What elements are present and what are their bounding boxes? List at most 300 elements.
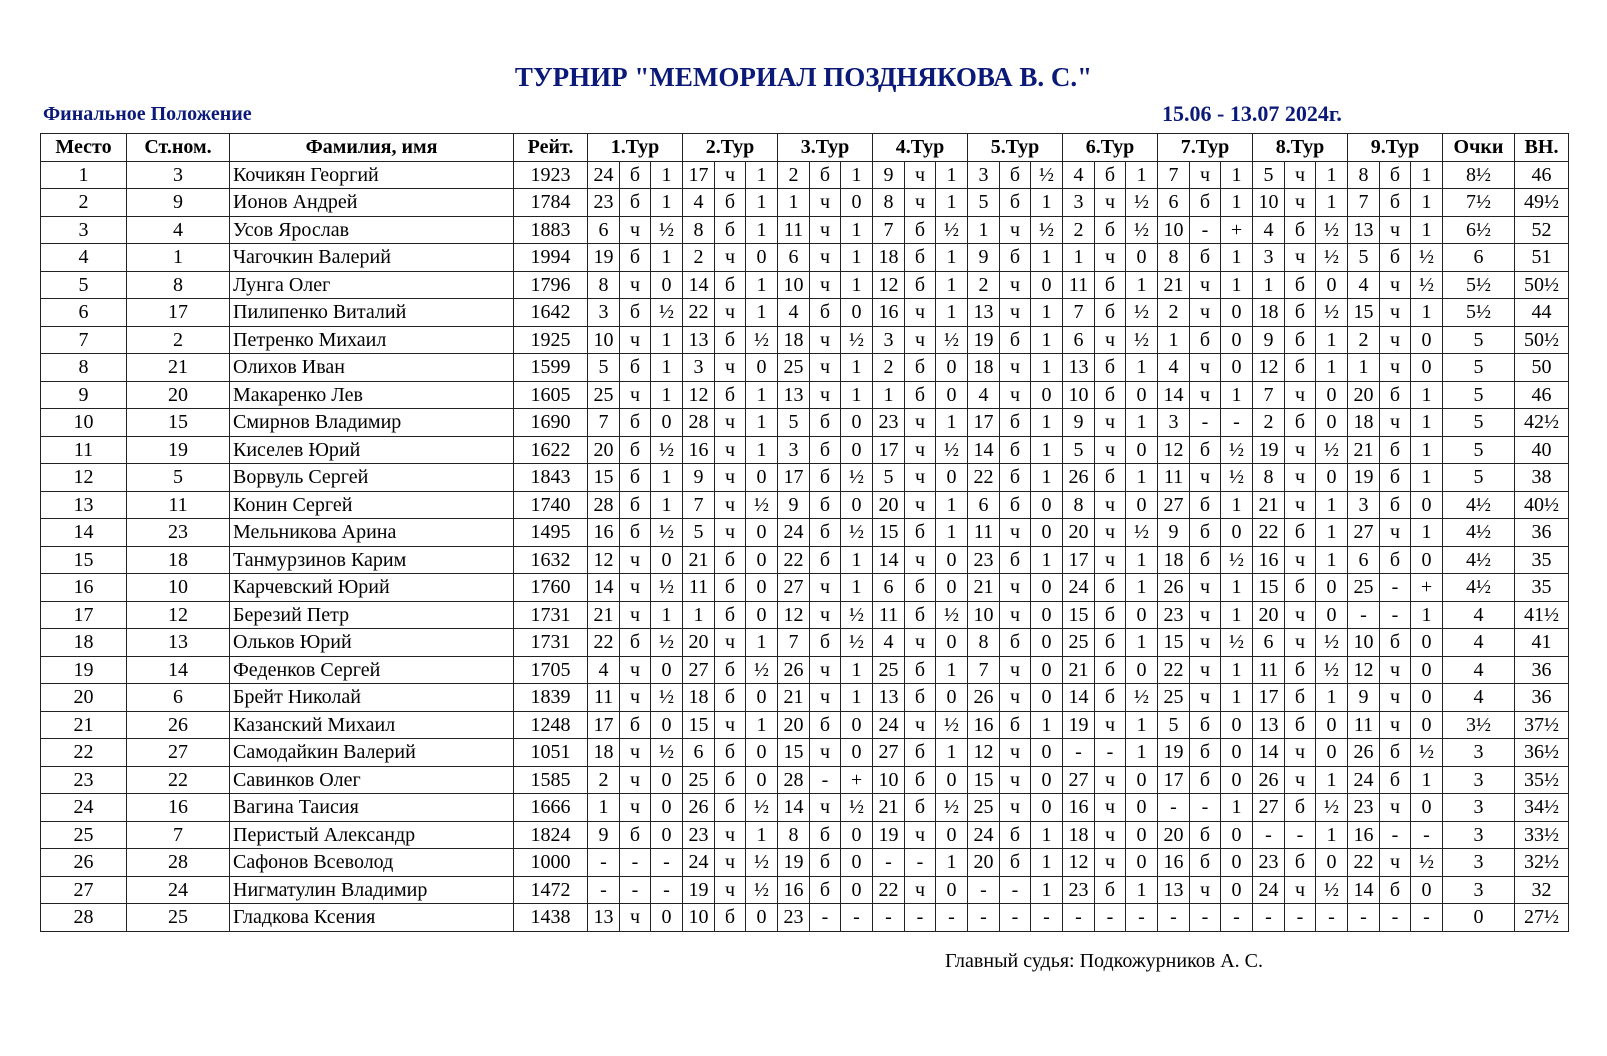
- round-8-opponent: 17: [1253, 684, 1285, 712]
- round-3-result: ½: [841, 519, 873, 547]
- round-1-result: 0: [651, 409, 683, 437]
- points-cell: 5½: [1443, 299, 1515, 327]
- table-row: [41, 546, 1569, 574]
- player-name-cell: Гладкова Ксения: [230, 904, 514, 932]
- round-7-color: ч: [1190, 271, 1221, 299]
- round-7-result: ½: [1221, 464, 1253, 492]
- round-7-color: б: [1190, 849, 1221, 877]
- header-round-4: 4.Тур: [873, 134, 968, 162]
- round-5-opponent: 20: [968, 849, 1000, 877]
- player-name-cell: Пилипенко Виталий: [230, 299, 514, 327]
- round-4-opponent: 1: [873, 381, 905, 409]
- round-8-color: ч: [1285, 629, 1316, 657]
- round-7-result: -: [1221, 904, 1253, 932]
- round-6-color: -: [1095, 739, 1126, 767]
- round-9-color: ч: [1380, 271, 1411, 299]
- round-3-opponent: 16: [778, 876, 810, 904]
- round-8-result: 1: [1316, 684, 1348, 712]
- round-3-opponent: 10: [778, 271, 810, 299]
- round-7-color: б: [1190, 519, 1221, 547]
- round-9-color: ч: [1380, 684, 1411, 712]
- chief-arbiter: Главный судья: Подкожурников А. С.: [945, 950, 1264, 972]
- round-3-color: б: [810, 519, 841, 547]
- round-2-color: ч: [715, 464, 746, 492]
- round-2-opponent: 20: [683, 629, 715, 657]
- round-4-result: -: [936, 904, 968, 932]
- round-7-color: ч: [1190, 299, 1221, 327]
- round-2-result: 0: [746, 904, 778, 932]
- place-cell: 7: [41, 326, 127, 354]
- round-2-opponent: 3: [683, 354, 715, 382]
- round-8-opponent: 13: [1253, 711, 1285, 739]
- round-9-opponent: 5: [1348, 244, 1380, 272]
- round-5-opponent: 15: [968, 766, 1000, 794]
- round-2-opponent: 22: [683, 299, 715, 327]
- player-name-cell: Смирнов Владимир: [230, 409, 514, 437]
- round-3-opponent: 13: [778, 381, 810, 409]
- header-round-3: 3.Тур: [778, 134, 873, 162]
- round-6-color: ч: [1095, 546, 1126, 574]
- round-4-color: ч: [905, 821, 936, 849]
- table-row: [41, 794, 1569, 822]
- round-9-color: -: [1380, 574, 1411, 602]
- round-5-opponent: 9: [968, 244, 1000, 272]
- round-5-color: ч: [1000, 299, 1031, 327]
- points-cell: 6: [1443, 244, 1515, 272]
- round-9-result: ½: [1411, 739, 1443, 767]
- round-3-result: 0: [841, 821, 873, 849]
- player-name-cell: Киселев Юрий: [230, 436, 514, 464]
- round-2-color: б: [715, 546, 746, 574]
- round-3-color: ч: [810, 271, 841, 299]
- round-4-opponent: 16: [873, 299, 905, 327]
- buchholz-cell: 46: [1515, 381, 1569, 409]
- round-3-opponent: 23: [778, 904, 810, 932]
- round-1-color: ч: [620, 601, 651, 629]
- round-5-opponent: 16: [968, 711, 1000, 739]
- player-name-cell: Макаренко Лев: [230, 381, 514, 409]
- round-9-result: ½: [1411, 271, 1443, 299]
- round-2-result: 1: [746, 161, 778, 189]
- round-3-result: 1: [841, 161, 873, 189]
- round-9-opponent: 12: [1348, 656, 1380, 684]
- table-row: [41, 849, 1569, 877]
- table-row: [41, 299, 1569, 327]
- round-9-color: ч: [1380, 519, 1411, 547]
- round-1-color: ч: [620, 271, 651, 299]
- round-3-opponent: 24: [778, 519, 810, 547]
- round-6-opponent: 7: [1063, 299, 1095, 327]
- round-7-color: ч: [1190, 574, 1221, 602]
- table-row: [41, 244, 1569, 272]
- round-6-color: ч: [1095, 409, 1126, 437]
- round-7-color: б: [1190, 189, 1221, 217]
- round-8-color: б: [1285, 271, 1316, 299]
- round-2-color: б: [715, 601, 746, 629]
- round-5-opponent: 3: [968, 161, 1000, 189]
- player-name-cell: Сафонов Всеволод: [230, 849, 514, 877]
- round-2-result: 0: [746, 574, 778, 602]
- round-5-opponent: 23: [968, 546, 1000, 574]
- table-row: [41, 189, 1569, 217]
- round-5-opponent: 18: [968, 354, 1000, 382]
- round-9-result: ½: [1411, 849, 1443, 877]
- rating-cell: 1839: [514, 684, 588, 712]
- points-cell: 3: [1443, 821, 1515, 849]
- round-3-opponent: 22: [778, 546, 810, 574]
- round-7-color: б: [1190, 711, 1221, 739]
- round-9-result: +: [1411, 574, 1443, 602]
- round-7-opponent: 17: [1158, 766, 1190, 794]
- round-5-opponent: 7: [968, 656, 1000, 684]
- round-4-result: 0: [936, 629, 968, 657]
- header-round-2: 2.Тур: [683, 134, 778, 162]
- round-8-result: 0: [1316, 381, 1348, 409]
- round-4-color: б: [905, 684, 936, 712]
- round-7-result: 0: [1221, 849, 1253, 877]
- rating-cell: 1994: [514, 244, 588, 272]
- round-8-opponent: -: [1253, 904, 1285, 932]
- round-2-opponent: 1: [683, 601, 715, 629]
- round-2-opponent: 21: [683, 546, 715, 574]
- round-4-opponent: 21: [873, 794, 905, 822]
- place-cell: 4: [41, 244, 127, 272]
- round-5-result: 1: [1031, 464, 1063, 492]
- round-8-result: 0: [1316, 601, 1348, 629]
- round-4-color: ч: [905, 464, 936, 492]
- place-cell: 9: [41, 381, 127, 409]
- round-5-opponent: 25: [968, 794, 1000, 822]
- start-no-cell: 8: [127, 271, 230, 299]
- round-1-opponent: -: [588, 876, 620, 904]
- round-4-opponent: 2: [873, 354, 905, 382]
- round-6-color: ч: [1095, 491, 1126, 519]
- buchholz-cell: 44: [1515, 299, 1569, 327]
- player-name-cell: Ольков Юрий: [230, 629, 514, 657]
- start-no-cell: 17: [127, 299, 230, 327]
- round-9-opponent: 7: [1348, 189, 1380, 217]
- player-name-cell: Ионов Андрей: [230, 189, 514, 217]
- round-6-color: б: [1095, 271, 1126, 299]
- place-cell: 18: [41, 629, 127, 657]
- round-5-color: б: [1000, 436, 1031, 464]
- round-9-result: 1: [1411, 519, 1443, 547]
- round-4-result: 0: [936, 766, 968, 794]
- round-3-result: +: [841, 766, 873, 794]
- round-3-opponent: 19: [778, 849, 810, 877]
- round-5-color: ч: [1000, 271, 1031, 299]
- round-8-result: ½: [1316, 216, 1348, 244]
- round-4-result: 0: [936, 876, 968, 904]
- round-2-color: б: [715, 189, 746, 217]
- round-1-color: б: [620, 244, 651, 272]
- round-7-opponent: 9: [1158, 519, 1190, 547]
- round-6-result: 0: [1126, 849, 1158, 877]
- round-4-result: ½: [936, 216, 968, 244]
- round-5-result: 1: [1031, 876, 1063, 904]
- round-9-color: ч: [1380, 409, 1411, 437]
- buchholz-cell: 36: [1515, 519, 1569, 547]
- round-7-color: ч: [1190, 381, 1221, 409]
- round-9-result: -: [1411, 821, 1443, 849]
- round-4-opponent: 19: [873, 821, 905, 849]
- round-7-opponent: 5: [1158, 711, 1190, 739]
- round-7-result: 1: [1221, 794, 1253, 822]
- round-5-result: ½: [1031, 216, 1063, 244]
- round-4-opponent: 24: [873, 711, 905, 739]
- round-6-result: 0: [1126, 601, 1158, 629]
- round-3-result: ½: [841, 464, 873, 492]
- round-9-result: 0: [1411, 876, 1443, 904]
- round-5-result: 0: [1031, 574, 1063, 602]
- round-9-color: б: [1380, 739, 1411, 767]
- round-5-color: ч: [1000, 574, 1031, 602]
- round-8-result: 0: [1316, 271, 1348, 299]
- round-2-color: ч: [715, 409, 746, 437]
- place-cell: 8: [41, 354, 127, 382]
- round-2-result: 1: [746, 821, 778, 849]
- round-9-opponent: 22: [1348, 849, 1380, 877]
- round-9-opponent: -: [1348, 904, 1380, 932]
- round-7-color: ч: [1190, 629, 1221, 657]
- buchholz-cell: 35½: [1515, 766, 1569, 794]
- round-6-result: 1: [1126, 546, 1158, 574]
- round-7-color: б: [1190, 491, 1221, 519]
- round-7-opponent: 26: [1158, 574, 1190, 602]
- round-2-color: ч: [715, 876, 746, 904]
- rating-cell: 1824: [514, 821, 588, 849]
- round-3-result: ½: [841, 794, 873, 822]
- player-name-cell: Чагочкин Валерий: [230, 244, 514, 272]
- round-1-opponent: 7: [588, 409, 620, 437]
- round-8-opponent: 19: [1253, 436, 1285, 464]
- round-2-color: б: [715, 271, 746, 299]
- round-2-opponent: 10: [683, 904, 715, 932]
- round-6-opponent: 11: [1063, 271, 1095, 299]
- round-9-result: 1: [1411, 216, 1443, 244]
- buchholz-cell: 36: [1515, 656, 1569, 684]
- buchholz-cell: 36½: [1515, 739, 1569, 767]
- round-9-opponent: 18: [1348, 409, 1380, 437]
- round-5-result: 1: [1031, 354, 1063, 382]
- round-5-result: 0: [1031, 491, 1063, 519]
- round-9-opponent: 19: [1348, 464, 1380, 492]
- place-cell: 22: [41, 739, 127, 767]
- round-1-opponent: 2: [588, 766, 620, 794]
- round-8-result: 0: [1316, 849, 1348, 877]
- round-2-result: 0: [746, 739, 778, 767]
- round-6-result: 1: [1126, 711, 1158, 739]
- start-no-cell: 18: [127, 546, 230, 574]
- round-5-opponent: 19: [968, 326, 1000, 354]
- player-name-cell: Перистый Александр: [230, 821, 514, 849]
- round-2-color: ч: [715, 519, 746, 547]
- round-8-result: 0: [1316, 574, 1348, 602]
- round-1-result: 0: [651, 711, 683, 739]
- table-row: [41, 629, 1569, 657]
- round-1-result: 1: [651, 464, 683, 492]
- points-cell: 5: [1443, 409, 1515, 437]
- round-6-opponent: 4: [1063, 161, 1095, 189]
- start-no-cell: 21: [127, 354, 230, 382]
- round-2-color: б: [715, 794, 746, 822]
- place-cell: 13: [41, 491, 127, 519]
- round-4-result: ½: [936, 436, 968, 464]
- round-5-result: 0: [1031, 739, 1063, 767]
- round-1-color: ч: [620, 766, 651, 794]
- round-6-result: 0: [1126, 244, 1158, 272]
- round-5-opponent: 17: [968, 409, 1000, 437]
- round-7-opponent: 11: [1158, 464, 1190, 492]
- round-6-opponent: 25: [1063, 629, 1095, 657]
- round-7-opponent: 10: [1158, 216, 1190, 244]
- round-3-result: 1: [841, 354, 873, 382]
- round-6-color: б: [1095, 161, 1126, 189]
- round-5-color: б: [1000, 629, 1031, 657]
- player-name-cell: Олихов Иван: [230, 354, 514, 382]
- round-8-color: ч: [1285, 161, 1316, 189]
- round-1-color: б: [620, 189, 651, 217]
- rating-cell: 1599: [514, 354, 588, 382]
- round-3-color: б: [810, 436, 841, 464]
- round-7-opponent: 19: [1158, 739, 1190, 767]
- round-7-color: ч: [1190, 684, 1221, 712]
- round-9-opponent: 21: [1348, 436, 1380, 464]
- round-9-result: 0: [1411, 794, 1443, 822]
- round-6-opponent: 18: [1063, 821, 1095, 849]
- points-cell: 4: [1443, 629, 1515, 657]
- round-8-opponent: 6: [1253, 629, 1285, 657]
- round-4-result: 1: [936, 656, 968, 684]
- round-5-opponent: 11: [968, 519, 1000, 547]
- rating-cell: 1622: [514, 436, 588, 464]
- round-7-result: +: [1221, 216, 1253, 244]
- round-7-color: ч: [1190, 601, 1221, 629]
- points-cell: 3: [1443, 849, 1515, 877]
- round-5-opponent: 5: [968, 189, 1000, 217]
- place-cell: 10: [41, 409, 127, 437]
- round-6-color: б: [1095, 299, 1126, 327]
- round-6-color: б: [1095, 464, 1126, 492]
- round-1-color: б: [620, 436, 651, 464]
- round-5-color: ч: [1000, 381, 1031, 409]
- rating-cell: 1000: [514, 849, 588, 877]
- round-6-result: -: [1126, 904, 1158, 932]
- round-9-opponent: -: [1348, 601, 1380, 629]
- round-7-result: 0: [1221, 354, 1253, 382]
- start-no-cell: 23: [127, 519, 230, 547]
- round-5-color: б: [1000, 849, 1031, 877]
- round-2-color: ч: [715, 711, 746, 739]
- round-5-result: 1: [1031, 849, 1063, 877]
- round-1-opponent: 24: [588, 161, 620, 189]
- round-5-opponent: 24: [968, 821, 1000, 849]
- round-1-color: ч: [620, 656, 651, 684]
- table-row: [41, 381, 1569, 409]
- points-cell: 4½: [1443, 574, 1515, 602]
- round-6-color: б: [1095, 629, 1126, 657]
- round-7-color: -: [1190, 904, 1221, 932]
- round-1-color: б: [620, 629, 651, 657]
- round-4-result: ½: [936, 601, 968, 629]
- header-round-7: 7.Тур: [1158, 134, 1253, 162]
- round-6-color: ч: [1095, 794, 1126, 822]
- round-4-color: б: [905, 216, 936, 244]
- round-6-result: 0: [1126, 656, 1158, 684]
- rating-cell: 1438: [514, 904, 588, 932]
- round-3-result: 0: [841, 849, 873, 877]
- round-7-result: 1: [1221, 271, 1253, 299]
- round-2-opponent: 6: [683, 739, 715, 767]
- round-9-color: б: [1380, 464, 1411, 492]
- round-1-result: 0: [651, 271, 683, 299]
- round-1-opponent: 8: [588, 271, 620, 299]
- round-4-color: ч: [905, 546, 936, 574]
- round-3-color: ч: [810, 601, 841, 629]
- header-round-8: 8.Тур: [1253, 134, 1348, 162]
- round-7-result: 0: [1221, 299, 1253, 327]
- round-1-color: б: [620, 464, 651, 492]
- round-3-color: ч: [810, 189, 841, 217]
- round-5-color: б: [1000, 244, 1031, 272]
- round-8-opponent: 4: [1253, 216, 1285, 244]
- round-4-opponent: 13: [873, 684, 905, 712]
- round-1-result: 0: [651, 794, 683, 822]
- round-9-color: ч: [1380, 849, 1411, 877]
- round-8-result: -: [1316, 904, 1348, 932]
- round-8-opponent: 27: [1253, 794, 1285, 822]
- round-3-result: 0: [841, 491, 873, 519]
- round-8-opponent: 14: [1253, 739, 1285, 767]
- round-8-result: ½: [1316, 656, 1348, 684]
- buchholz-cell: 52: [1515, 216, 1569, 244]
- round-4-result: ½: [936, 711, 968, 739]
- round-5-result: 1: [1031, 436, 1063, 464]
- round-6-opponent: -: [1063, 739, 1095, 767]
- round-9-result: 1: [1411, 189, 1443, 217]
- round-7-color: ч: [1190, 656, 1221, 684]
- rating-cell: 1705: [514, 656, 588, 684]
- round-4-opponent: 20: [873, 491, 905, 519]
- round-1-opponent: 9: [588, 821, 620, 849]
- round-9-color: б: [1380, 876, 1411, 904]
- round-4-color: -: [905, 849, 936, 877]
- round-5-result: ½: [1031, 161, 1063, 189]
- place-cell: 26: [41, 849, 127, 877]
- round-9-result: 0: [1411, 354, 1443, 382]
- round-9-opponent: 24: [1348, 766, 1380, 794]
- round-5-color: ч: [1000, 684, 1031, 712]
- table-row: [41, 821, 1569, 849]
- round-9-result: 0: [1411, 711, 1443, 739]
- round-2-color: б: [715, 904, 746, 932]
- round-5-color: ч: [1000, 354, 1031, 382]
- round-1-color: б: [620, 519, 651, 547]
- round-1-opponent: 16: [588, 519, 620, 547]
- round-2-opponent: 9: [683, 464, 715, 492]
- round-9-color: б: [1380, 161, 1411, 189]
- round-9-color: б: [1380, 381, 1411, 409]
- round-1-opponent: 1: [588, 794, 620, 822]
- round-6-color: ч: [1095, 326, 1126, 354]
- round-5-color: ч: [1000, 216, 1031, 244]
- round-9-result: 0: [1411, 326, 1443, 354]
- round-6-result: ½: [1126, 684, 1158, 712]
- round-5-color: б: [1000, 326, 1031, 354]
- round-6-opponent: 15: [1063, 601, 1095, 629]
- round-9-result: 1: [1411, 436, 1443, 464]
- round-2-color: ч: [715, 491, 746, 519]
